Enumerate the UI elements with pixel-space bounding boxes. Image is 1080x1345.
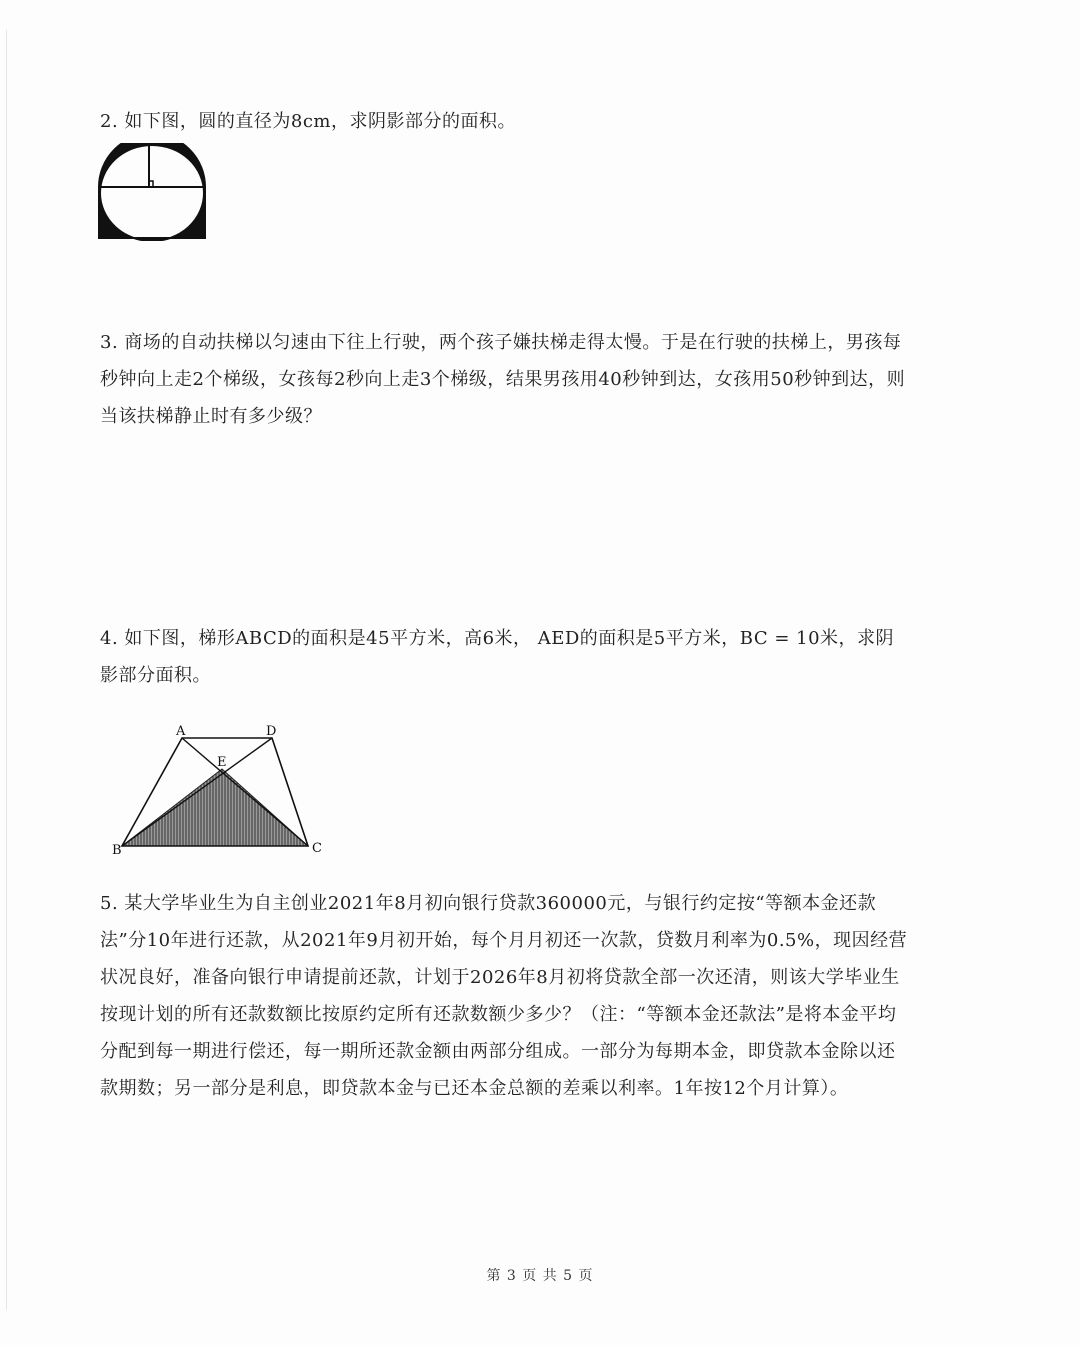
label-c: C bbox=[312, 841, 322, 856]
label-b: B bbox=[112, 843, 122, 858]
question-3: 3. 商场的自动扶梯以匀速由下往上行驶，两个孩子嫌扶梯走得太慢。于是在行驶的扶梯上，男孩每秒钟向上走2个梯级，女孩每2秒向上走3个梯级，结果男孩用40秒钟到达，女孩用50秒钟到达，则当该扶梯静止时有多少级？ bbox=[100, 332, 906, 427]
trapezoid-figure bbox=[110, 720, 330, 860]
circle-figure-svg bbox=[96, 143, 208, 241]
page-edge-shadow bbox=[6, 30, 7, 1310]
trapezoid-figure-svg bbox=[110, 720, 330, 860]
question-2: 2. 如下图，圆的直径为8cm，求阴影部分的面积。 bbox=[100, 111, 516, 132]
shaded-triangle-bec bbox=[122, 769, 308, 846]
label-e: E bbox=[217, 755, 227, 770]
label-d: D bbox=[266, 724, 277, 739]
circle-figure bbox=[96, 143, 208, 241]
label-a: A bbox=[176, 724, 186, 739]
question-5: 5. 某大学毕业生为自主创业2021年8月初向银行贷款360000元，与银行约定按“等额本金还款法”分10年进行还款，从2021年9月初开始，每个月月初还一次款，贷数月利率为0.5%，现因经营状况良好，准备向银行申请提前还款，计划于2026年8月初将贷款全部一次还清，则该大学毕业生按现计划的所有还款数额比按原约定所有还款数额少多少？（注：“等额本金还款法”是将本金平均分配到每一期进行偿还，每一期所还款金额由两部分组成。一部分为每期本金，即贷款本金除以还款期数；另一部分是利息，即贷款本金与已还本金总额的差乘以利率。1年按12个月计算）。 bbox=[100, 893, 908, 1099]
page-footer: 第 3 页 共 5 页 bbox=[486, 1268, 594, 1284]
question-4: 4. 如下图，梯形ABCD的面积是45平方米，高6米， AED的面积是5平方米，BC = 10米，求阴影部分面积。 bbox=[100, 628, 895, 686]
circle-outline bbox=[100, 145, 204, 241]
